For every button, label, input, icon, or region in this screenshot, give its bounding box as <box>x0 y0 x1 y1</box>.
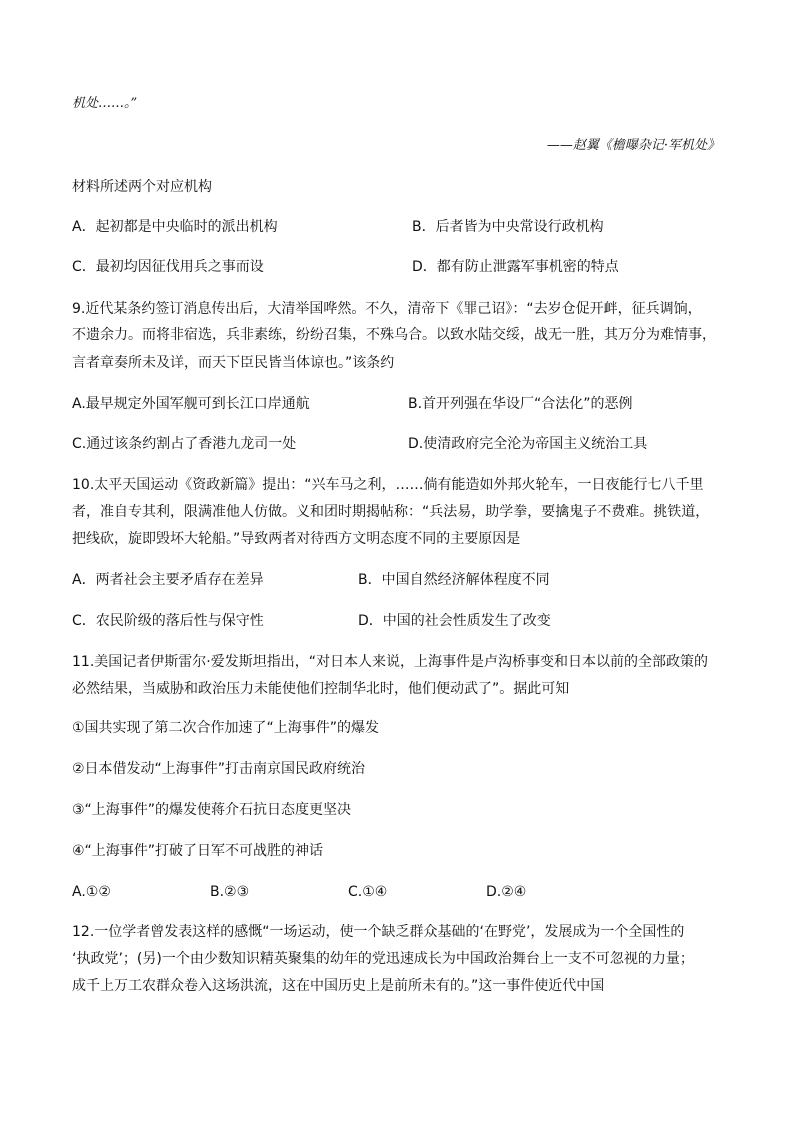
q11-option-a[interactable]: A.①② <box>72 884 111 900</box>
q11-statement-1: ①国共实现了第二次合作加速了“上海事件”的爆发 <box>72 720 380 736</box>
q10-option-a[interactable]: A．两者社会主要矛盾存在差异 <box>72 572 264 588</box>
q12-stem-line-1: 12.一位学者曾发表这样的感慨“一场运动，使一个缺乏群众基础的‘在野党’，发展成为一个全国性的 <box>72 924 685 940</box>
quote-source: ——赵翼《檐曝杂记·军机处》 <box>546 138 720 153</box>
q9-option-b[interactable]: B.首开列强在华设厂“合法化”的恶例 <box>408 396 633 412</box>
q10-stem-line-3: 把线砍，旋即毁坏大轮船。”导致两者对待西方文明态度不同的主要原因是 <box>72 531 521 547</box>
question-8-stem: 材料所述两个对应机构 <box>72 179 212 195</box>
q10-stem-line-2: 者，准自专其利，限满准他人仿做。义和团时期揭帖称：“兵法易，助学拳，要擒鬼子不费难。挑铁道， <box>72 504 710 520</box>
q8-option-d[interactable]: D．都有防止泄露军事机密的特点 <box>412 259 619 275</box>
q10-option-c[interactable]: C．农民阶级的落后性与保守性 <box>72 613 264 629</box>
q11-statement-2: ②日本借发动“上海事件”打击南京国民政府统治 <box>72 761 366 777</box>
q12-stem-line-2: ‘执政党’；(另)一个由少数知识精英聚集的幼年的党迅速成长为中国政治舞台上一支不可忽视的力量； <box>72 951 694 967</box>
q11-option-b[interactable]: B.②③ <box>210 884 250 900</box>
q9-option-c[interactable]: C.通过该条约割占了香港九龙司一处 <box>72 436 297 452</box>
q10-option-b[interactable]: B．中国自然经济解体程度不同 <box>358 572 550 588</box>
q11-statement-4: ④“上海事件”打破了日军不可战胜的神话 <box>72 843 324 859</box>
q11-option-d[interactable]: D.②④ <box>486 884 527 900</box>
q11-option-c[interactable]: C.①④ <box>348 884 388 900</box>
q10-option-d[interactable]: D．中国的社会性质发生了改变 <box>358 613 551 629</box>
q11-statement-3: ③“上海事件”的爆发使蒋介石抗日态度更坚决 <box>72 802 352 818</box>
q9-stem-line-2: 不遗余力。而将非宿选，兵非素练，纷纷召集，不殊乌合。以致水陆交绥，战无一胜，其万分为难情事， <box>72 327 716 343</box>
q11-stem-line-2: 必然结果，当威胁和政治压力未能使他们控制华北时，他们便动武了”。据此可知 <box>72 681 570 697</box>
q9-stem-line-3: 言者章奏所未及详，而天下臣民皆当体谅也。”该条约 <box>72 355 395 371</box>
q10-stem-line-1: 10.太平天国运动《资政新篇》提出：“兴车马之利，……倘有能造如外邦火轮车，一日夜能行七八千里 <box>72 477 704 493</box>
q8-option-c[interactable]: C．最初均因征伐用兵之事而设 <box>72 259 264 275</box>
quote-ending: 机处……。” <box>72 96 138 111</box>
q8-option-b[interactable]: B．后者皆为中央常设行政机构 <box>412 219 604 235</box>
q9-option-a[interactable]: A.最早规定外国军舰可到长江口岸通航 <box>72 396 310 412</box>
q9-option-d[interactable]: D.使清政府完全沦为帝国主义统治工具 <box>408 436 648 452</box>
q11-stem-line-1: 11.美国记者伊斯雷尔·爱发斯坦指出，“对日本人来说，上海事件是卢沟桥事变和日本以前的全部政策的 <box>72 654 708 670</box>
q9-stem-line-1: 9.近代某条约签订消息传出后，大清举国哗然。不久，清帝下《罪己诏》：“去岁仓促开衅，征兵调饷， <box>72 301 702 317</box>
q12-stem-line-3: 成千上万工农群众卷入这场洪流，这在中国历史上是前所未有的。”这一事件使近代中国 <box>72 978 605 994</box>
q8-option-a[interactable]: A．起初都是中央临时的派出机构 <box>72 219 278 235</box>
